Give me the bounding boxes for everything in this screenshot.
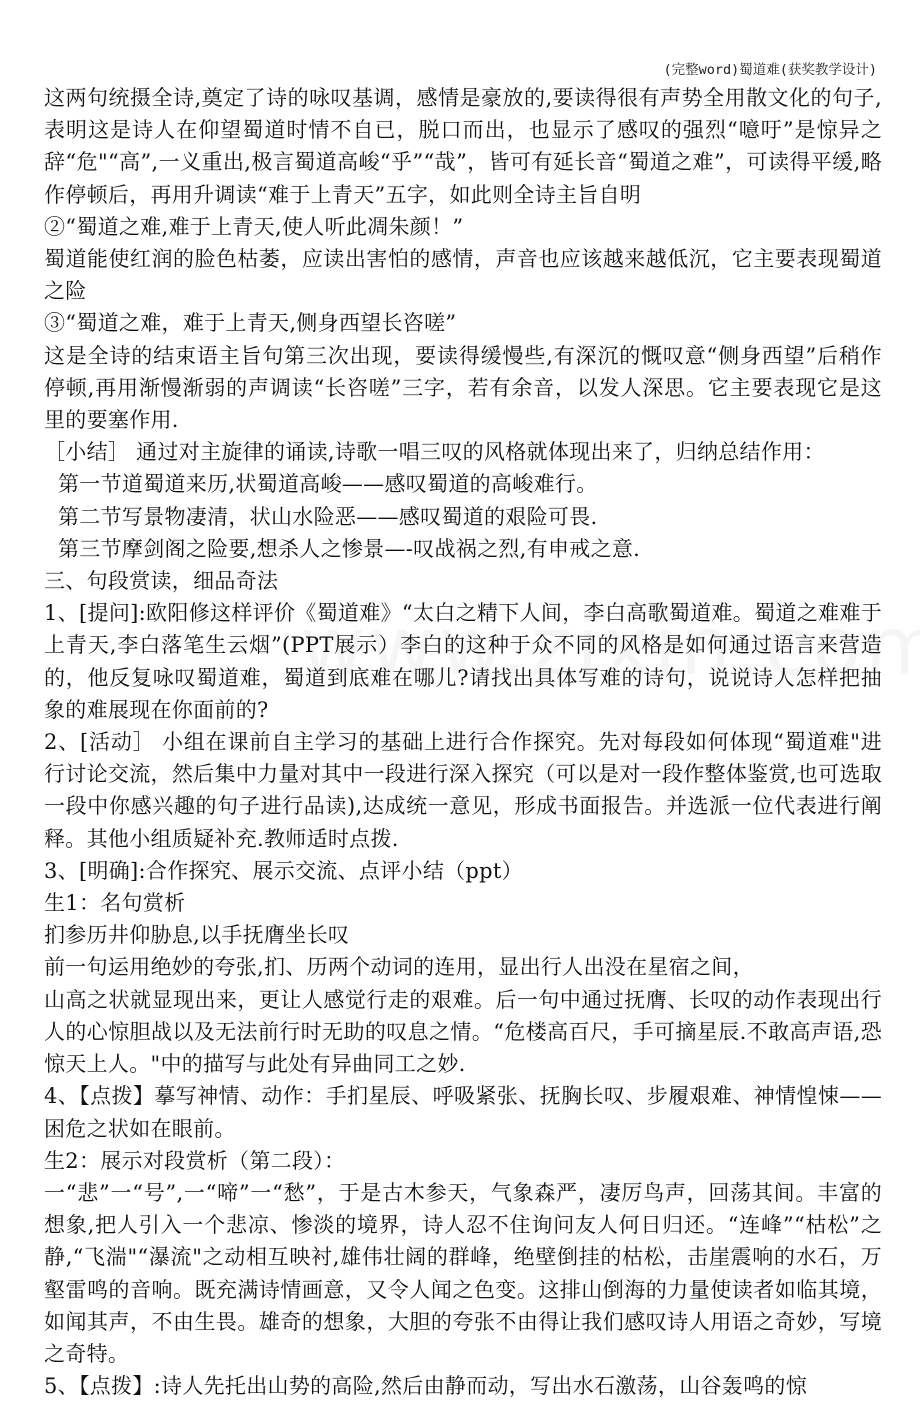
paragraph: 3、[明确]:合作探究、展示交流、点评小结（ppt） (44, 858, 523, 883)
page-header-title: (完整word)蜀道难(获奖教学设计) (663, 62, 877, 78)
summary-item: 第一节道蜀道来历,状蜀道高峻——感叹蜀道的高峻难行。 (58, 472, 598, 497)
paragraph: 4、【点拨】摹写神情、动作：手扪星辰、呼吸紧张、抚胸长叹、步履艰难、神情惶悚——困危之状如在眼前。 (44, 1084, 882, 1141)
paragraph: 蜀道能使红润的脸色枯萎，应读出害怕的感情，声音也应该越来越低沉，它主要表现蜀道之险 (44, 247, 882, 304)
summary-item: 第二节写景物凄清，状山水险恶——感叹蜀道的艰险可畏. (58, 504, 598, 529)
section-heading: 三、句段赏读，细品奇法 (44, 569, 279, 594)
summary-item: 第三节摩剑阁之险要,想杀人之惨景—-叹战祸之烈,有申戒之意. (58, 536, 641, 561)
paragraph: 这两句统摄全诗,奠定了诗的咏叹基调，感情是豪放的,要读得很有声势全用散文化的句子,表明这是诗人在仰望蜀道时情不自已，脱口而出，也显示了感叹的强烈“噫吁”是惊异之辞“危"“高”,一义重出,极言蜀道高峻“乎”“哉”，皆可有延长音“蜀道之难”，可读得平缓,略作停顿后，再用升调读“难于上青天”五字，如此则全诗主旨自明 (44, 86, 882, 207)
document-body (44, 82, 882, 1402)
paragraph: ③“蜀道之难，难于上青天,侧身西望长咨嗟” (44, 311, 457, 336)
paragraph: ②“蜀道之难,难于上青天,使人听此凋朱颜！” (44, 214, 464, 239)
paragraph: 扪参历井仰胁息,以手抚膺坐长叹 (44, 923, 350, 948)
paragraph: 生2：展示对段赏析（第二段）： (44, 1148, 346, 1173)
paragraph: 前一句运用绝妙的夸张,扪、历两个动词的连用，显出行人出没在星宿之间， (44, 955, 754, 980)
paragraph: 生1：名句赏析 (44, 891, 186, 916)
paragraph: 一“悲”一“号”,一“啼”一“愁”，于是古木参天，气象森严，凄厉鸟声，回荡其间。丰富的想象,把人引入一个悲凉、惨淡的境界，诗人忍不住询问友人何日归还。“连峰”“枯松”之静,“飞湍"“瀑流"之动相互映衬,雄伟壮阔的群峰，绝壁倒挂的枯松，击崖震响的水石，万壑雷鸣的音响。既充满诗情画意，又令人闻之色变。这排山倒海的力量使读者如临其境，如闻其声，不由生畏。雄奇的想象，大胆的夸张不由得让我们感叹诗人用语之奇妙，写境之奇特。 (44, 1180, 882, 1366)
paragraph: 这是全诗的结束语主旨句第三次出现，要读得缓慢些,有深沉的慨叹意“侧身西望”后稍作停顿,再用渐慢渐弱的声调读“长咨嗟”三字，若有余音，以发人深思。它主要表现它是这里的要塞作用. (44, 343, 882, 433)
paragraph: 2、[活动］ 小组在课前自主学习的基础上进行合作探究。先对每段如何体现“蜀道难"进行讨论交流，然后集中力量对其中一段进行深入探究（可以是对一段作整体鉴赏,也可选取一段中你感兴趣的句子进行品读),达成统一意见，形成书面报告。并选派一位代表进行阐释。其他小组质疑补充.教师适时点拨. (44, 730, 882, 851)
paragraph: 1、[提问]:欧阳修这样评价《蜀道难》“太白之精下人间，李白高歌蜀道难。蜀道之难难于上青天,李白落笔生云烟”(PPT展示）李白的这种于众不同的风格是如何通过语言来营造的，他反复咏叹蜀道难，蜀道到底难在哪儿?请找出具体写难的诗句，说说诗人怎样把抽象的难展现在你面前的? (44, 601, 882, 722)
paragraph: 山高之状就显现出来，更让人感觉行走的艰难。后一句中通过抚膺、长叹的动作表现出行人的心惊胆战以及无法前行时无助的叹息之情。“危楼高百尺，手可摘星辰.不敢高声语,恐惊天上人。"中的描写与此处有异曲同工之妙. (44, 987, 882, 1077)
paragraph: 5、【点拨】:诗人先托出山势的高险,然后由静而动，写出水石激荡，山谷轰鸣的惊 (44, 1374, 808, 1399)
summary-heading: ［小结］ 通过对主旋律的诵读,诗歌一唱三叹的风格就体现出来了，归纳总结作用： (44, 440, 825, 465)
